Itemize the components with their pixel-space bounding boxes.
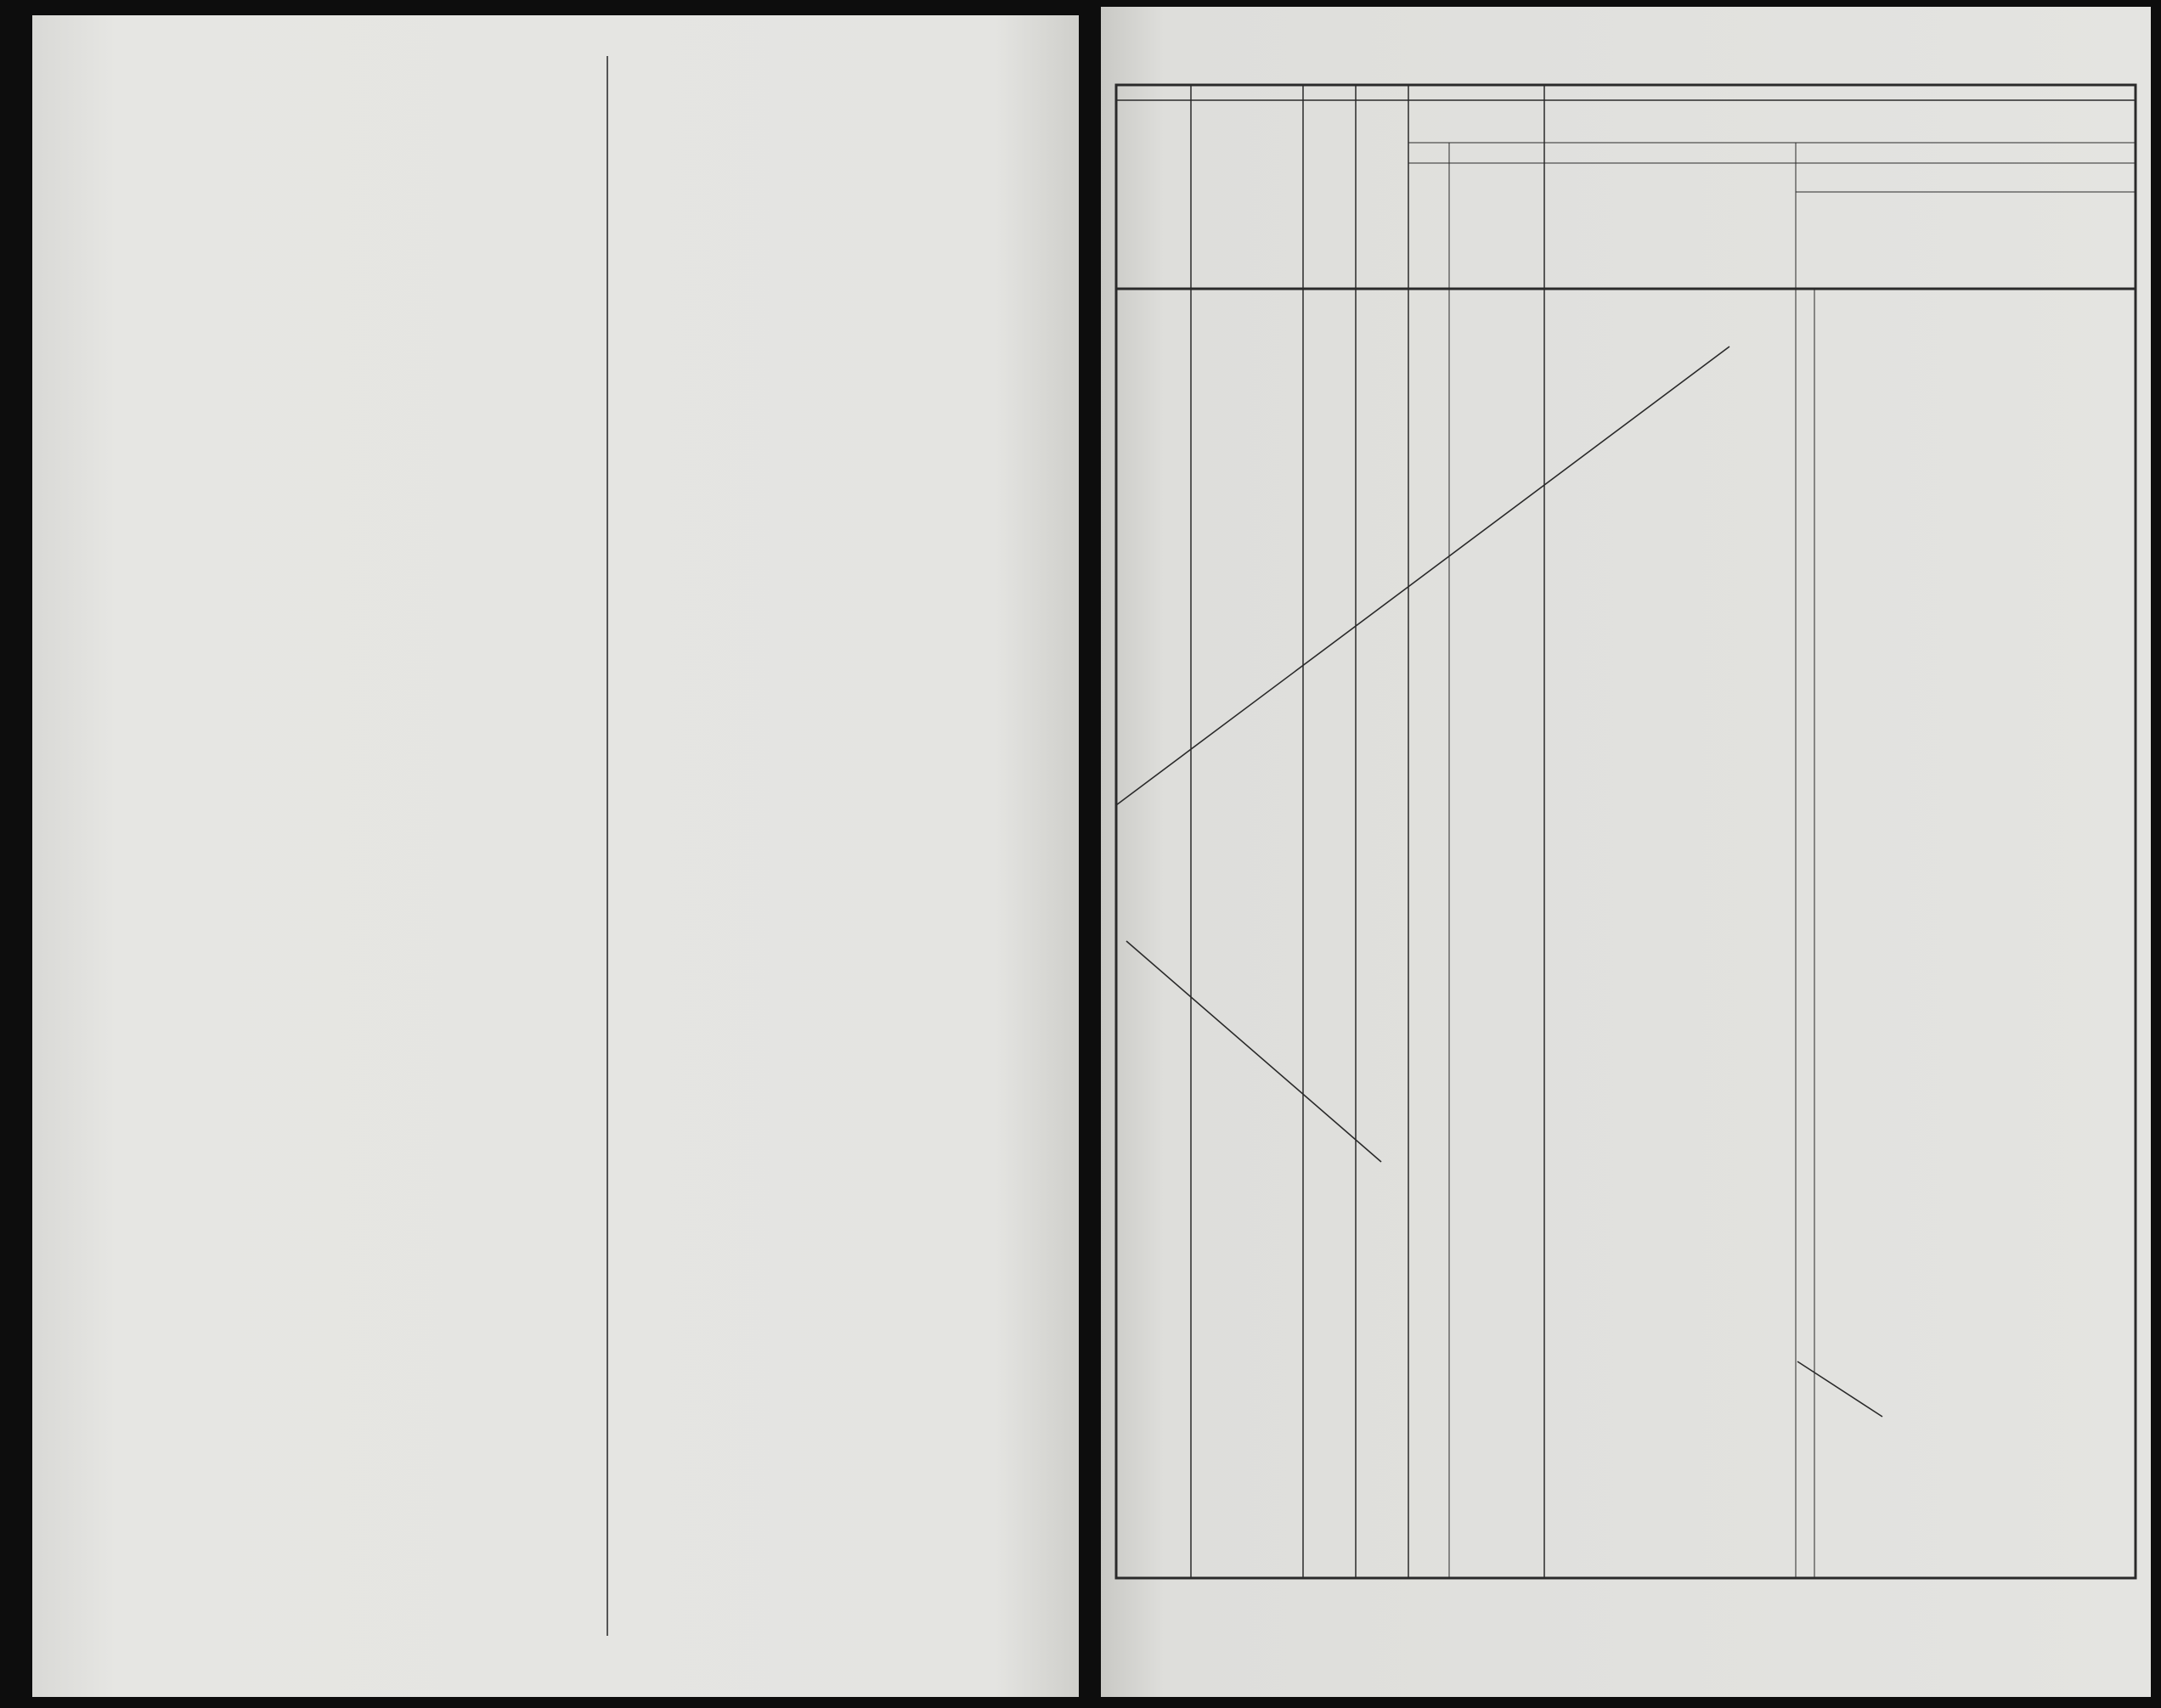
left-page-instructions: [32, 15, 1079, 1697]
diagonal-cancel-line-2: [1126, 941, 1381, 1162]
col-number-13: [1408, 85, 1544, 100]
header-col14a: [1560, 166, 1782, 285]
column-divider: [607, 56, 608, 1636]
header-col11: [1305, 105, 1354, 285]
right-page-census-table: [1101, 7, 2151, 1697]
diagonal-cancel-line-1: [1116, 347, 1729, 805]
header-col14: [1544, 100, 2136, 143]
col-number-12: [1356, 85, 1408, 100]
col-number-11: [1303, 85, 1356, 100]
header-col14b1: [1797, 165, 2134, 190]
header-col13b: [1451, 166, 1543, 285]
header-col12: [1357, 105, 1407, 285]
header-col10: [1194, 105, 1300, 285]
header-col14b-letter: [1796, 143, 2136, 163]
header-col13a-letter: [1408, 143, 1449, 163]
header-col14a-letter: [1544, 143, 1796, 163]
col-number-10: [1191, 85, 1303, 100]
diagonal-cancel-line-3: [1797, 1361, 1882, 1417]
header-col13: [1408, 100, 1544, 143]
table-border: [1116, 85, 2136, 1578]
header-col13a: [1410, 166, 1447, 285]
col-number-14: [1544, 85, 2136, 100]
header-col14b2: [1797, 245, 2134, 285]
header-col13b-letter: [1449, 143, 1544, 163]
header-col9: [1120, 105, 1189, 285]
col-number-9: [1116, 85, 1191, 100]
